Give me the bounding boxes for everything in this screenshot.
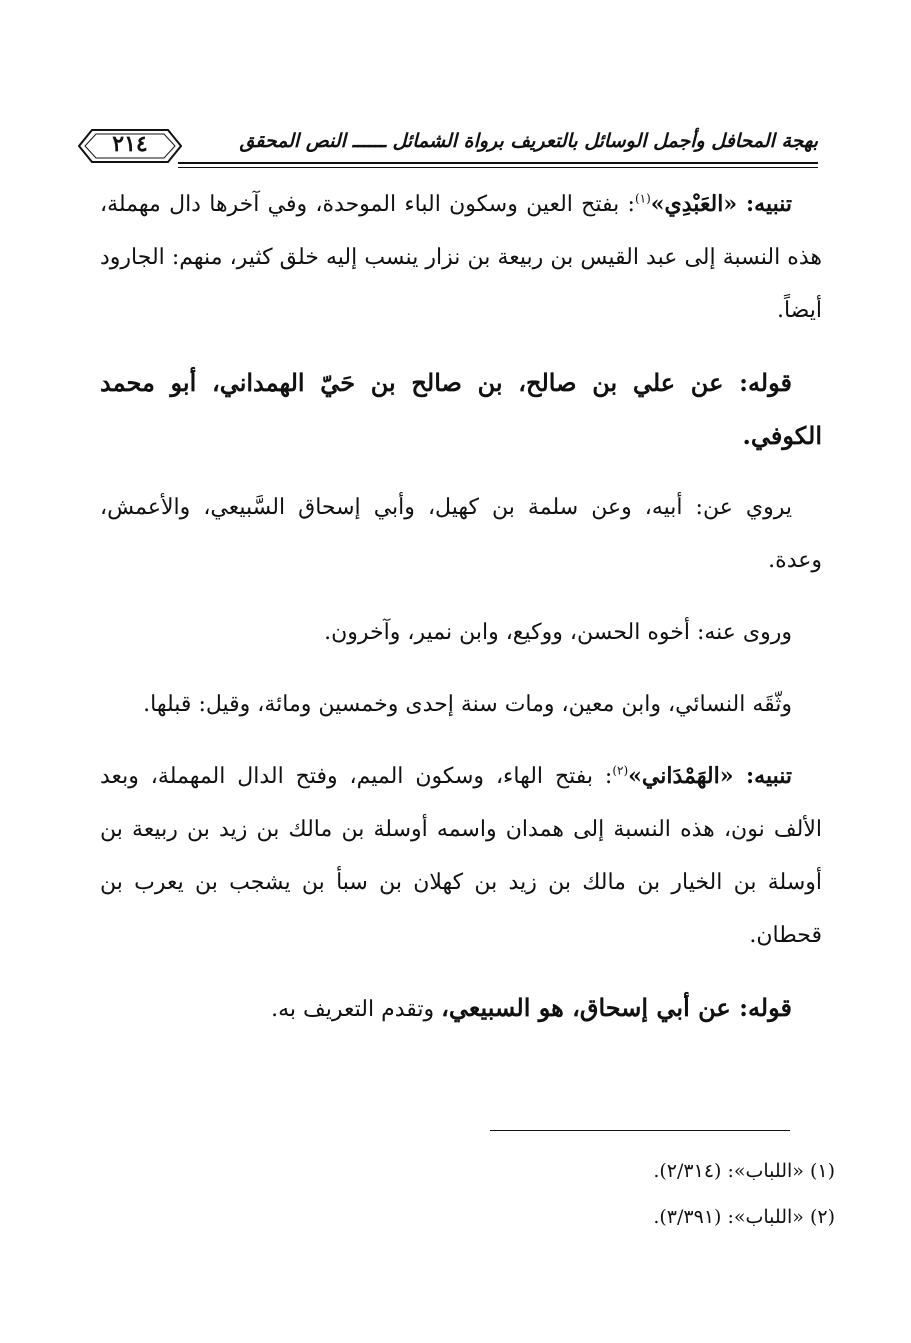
footnote-ref-2[interactable]: (٢) <box>612 763 629 778</box>
page-number-badge <box>78 128 182 162</box>
narrated-by-paragraph: وروى عنه: أخوه الحسن، ووكيع، وابن نمير، وآخرون. <box>324 620 792 645</box>
entry-lead: قوله: عن أبي إسحاق، هو السبيعي، <box>441 993 792 1022</box>
narrates-from-paragraph: يروي عن: أبيه، وعن سلمة بن كهيل، وأبي إسحاق السَّبيعي، والأعمش، وعدة. <box>100 495 822 573</box>
header-rule <box>178 162 818 168</box>
footnote-1: (١) «اللباب»: (٢/٣١٤). <box>653 1160 835 1182</box>
entry-abi-ishaq-paragraph <box>100 981 822 1036</box>
page-number: ٢١٤ <box>112 131 148 157</box>
grading-death-paragraph: وثّقَه النسائي، وابن معين، ومات سنة إحدى وخمسين ومائة، وقيل: قبلها. <box>143 692 792 717</box>
note-paragraph-abdi <box>100 178 822 337</box>
running-header <box>78 122 818 172</box>
footnote-separator <box>490 1130 790 1131</box>
entry-text: وتقدم التعريف به. <box>271 997 442 1022</box>
main-text <box>100 178 822 1055</box>
header-title: بهجة المحافل وأجمل الوسائل بالتعريف برواة الشمائل ــــــ النص المحقق <box>239 130 818 152</box>
footnote-ref-1[interactable]: (١) <box>634 191 651 206</box>
note-lead: تنبيه: «الهَمْدَاني» <box>628 763 792 789</box>
note-text: : بفتح العين وسكون الباء الموحدة، وفي آخرها دال مهملة، هذه النسبة إلى عبد القيس بن ربيعة بن نزار ينسب إليه خلق كثير، منهم: الجارود أيضاً. <box>100 192 822 323</box>
note-paragraph-hamdani <box>100 750 822 962</box>
footnotes <box>100 1148 835 1240</box>
footnote-2: (٢) «اللباب»: (٣/٣٩١). <box>653 1206 835 1228</box>
entry-heading-ali-bin-salih: قوله: عن علي بن صالح، بن صالح بن حَيّ الهمداني، أبو محمد الكوفي. <box>100 368 822 450</box>
note-text: : بفتح الهاء، وسكون الميم، وفتح الدال المهملة، وبعد الألف نون، هذه النسبة إلى همدان واسمه أوسلة بن مالك بن زيد بن ربيعة بن أوسلة بن الخيار بن مالك بن زيد بن كهلان بن سبأ بن يشجب بن يعرب بن قحطان. <box>100 764 822 948</box>
note-lead: تنبيه: «العَبْدِي» <box>650 191 793 217</box>
